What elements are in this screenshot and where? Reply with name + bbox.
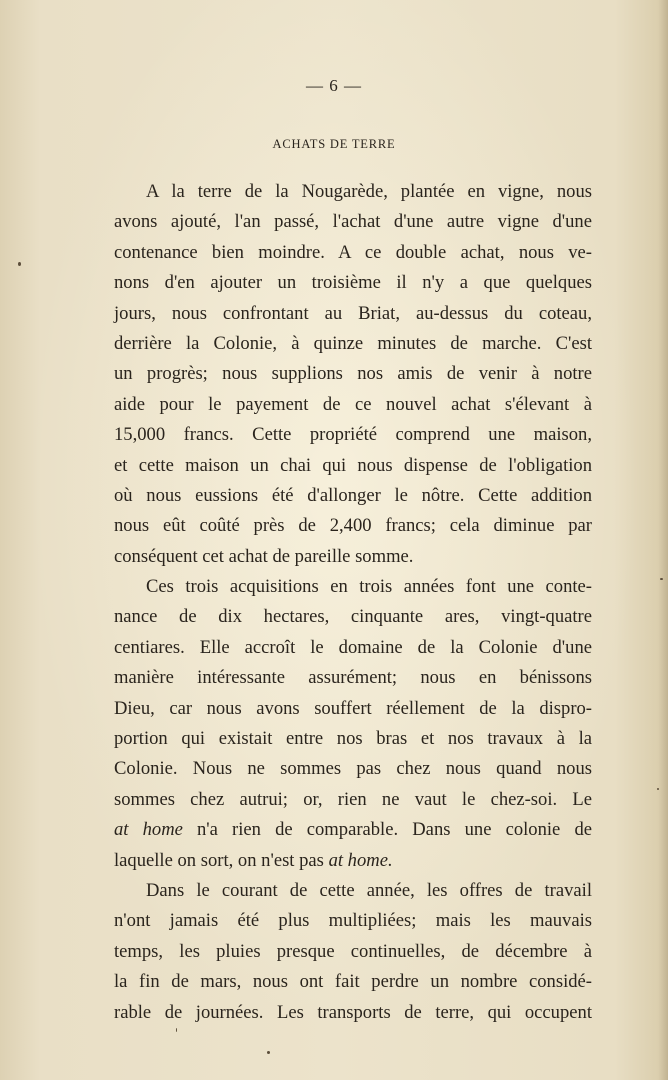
text-line: conséquent cet achat de pareille somme. bbox=[114, 545, 414, 567]
text-line: nous eût coûté près de 2,400 francs; cela diminue par bbox=[114, 515, 592, 537]
text-line: centiares. Elle accroît le domaine de la Colonie d'une bbox=[114, 636, 592, 658]
text-line bbox=[114, 815, 592, 845]
text-line: la fin de mars, nous ont fait perdre un nombre considé- bbox=[114, 971, 592, 993]
text-line: jours, nous confrontant au Briat, au-dessus du coteau, bbox=[114, 302, 592, 324]
paper-speck bbox=[18, 262, 21, 266]
body-text bbox=[114, 177, 592, 1028]
text-line: Dieu, car nous avons souffert réellement de la dispro- bbox=[114, 697, 592, 719]
text-line: contenance bien moindre. A ce double achat, nous ve- bbox=[114, 241, 592, 263]
text-run: laquelle on sort, on n'est pas bbox=[114, 849, 329, 871]
text-line: Colonie. Nous ne sommes pas chez nous quand nous bbox=[114, 758, 592, 780]
text-line: un progrès; nous supplions nos amis de venir à notre bbox=[114, 363, 592, 385]
paper-speck bbox=[657, 788, 659, 790]
section-title: ACHATS DE TERRE bbox=[272, 137, 396, 151]
text-line: Ces trois acquisitions en trois années font une conte- bbox=[146, 576, 592, 598]
text-line: et cette maison un chai qui nous dispense de l'obligation bbox=[114, 454, 592, 476]
text-line: nance de dix hectares, cinquante ares, vingt-quatre bbox=[114, 606, 592, 628]
text-line: n'ont jamais été plus multipliées; mais les mauvais bbox=[114, 910, 592, 932]
paper-speck bbox=[267, 1051, 270, 1054]
text-line: rable de journées. Les transports de terre, qui occupent bbox=[114, 1001, 592, 1023]
paper-speck bbox=[660, 578, 663, 580]
text-line: Dans le courant de cette année, les offres de travail bbox=[146, 879, 592, 901]
text-line: nons d'en ajouter un troisième il n'y a que quelques bbox=[114, 272, 592, 294]
text-line: avons ajouté, l'an passé, l'achat d'une autre vigne d'une bbox=[114, 211, 592, 233]
text-line: où nous eussions été d'allonger le nôtre. Cette addition bbox=[114, 484, 592, 506]
text-line: temps, les pluies presque continuelles, de décembre à bbox=[114, 940, 592, 962]
text-line bbox=[114, 846, 592, 876]
text-line: derrière la Colonie, à quinze minutes de marche. C'est bbox=[114, 332, 592, 354]
italic-phrase: at home. bbox=[328, 849, 393, 871]
text-line: A la terre de la Nougarède, plantée en vigne, nous bbox=[146, 181, 592, 202]
paper-speck bbox=[176, 1028, 177, 1032]
text-line: 15,000 francs. Cette propriété comprend une maison, bbox=[114, 424, 592, 446]
text-line: sommes chez autrui; or, rien ne vaut le chez-soi. Le bbox=[114, 788, 592, 810]
text-line: aide pour le payement de ce nouvel achat s'élevant à bbox=[114, 393, 592, 415]
page-edge-shadow bbox=[658, 0, 668, 1080]
text-run: n'a rien de comparable. Dans une colonie de bbox=[182, 819, 592, 841]
italic-phrase: at home bbox=[114, 819, 183, 841]
text-line: portion qui existait entre nos bras et nos travaux à la bbox=[114, 728, 592, 750]
page-number: — 6 — bbox=[306, 76, 362, 95]
text-line: manière intéressante assurément; nous en bénissons bbox=[114, 667, 592, 689]
